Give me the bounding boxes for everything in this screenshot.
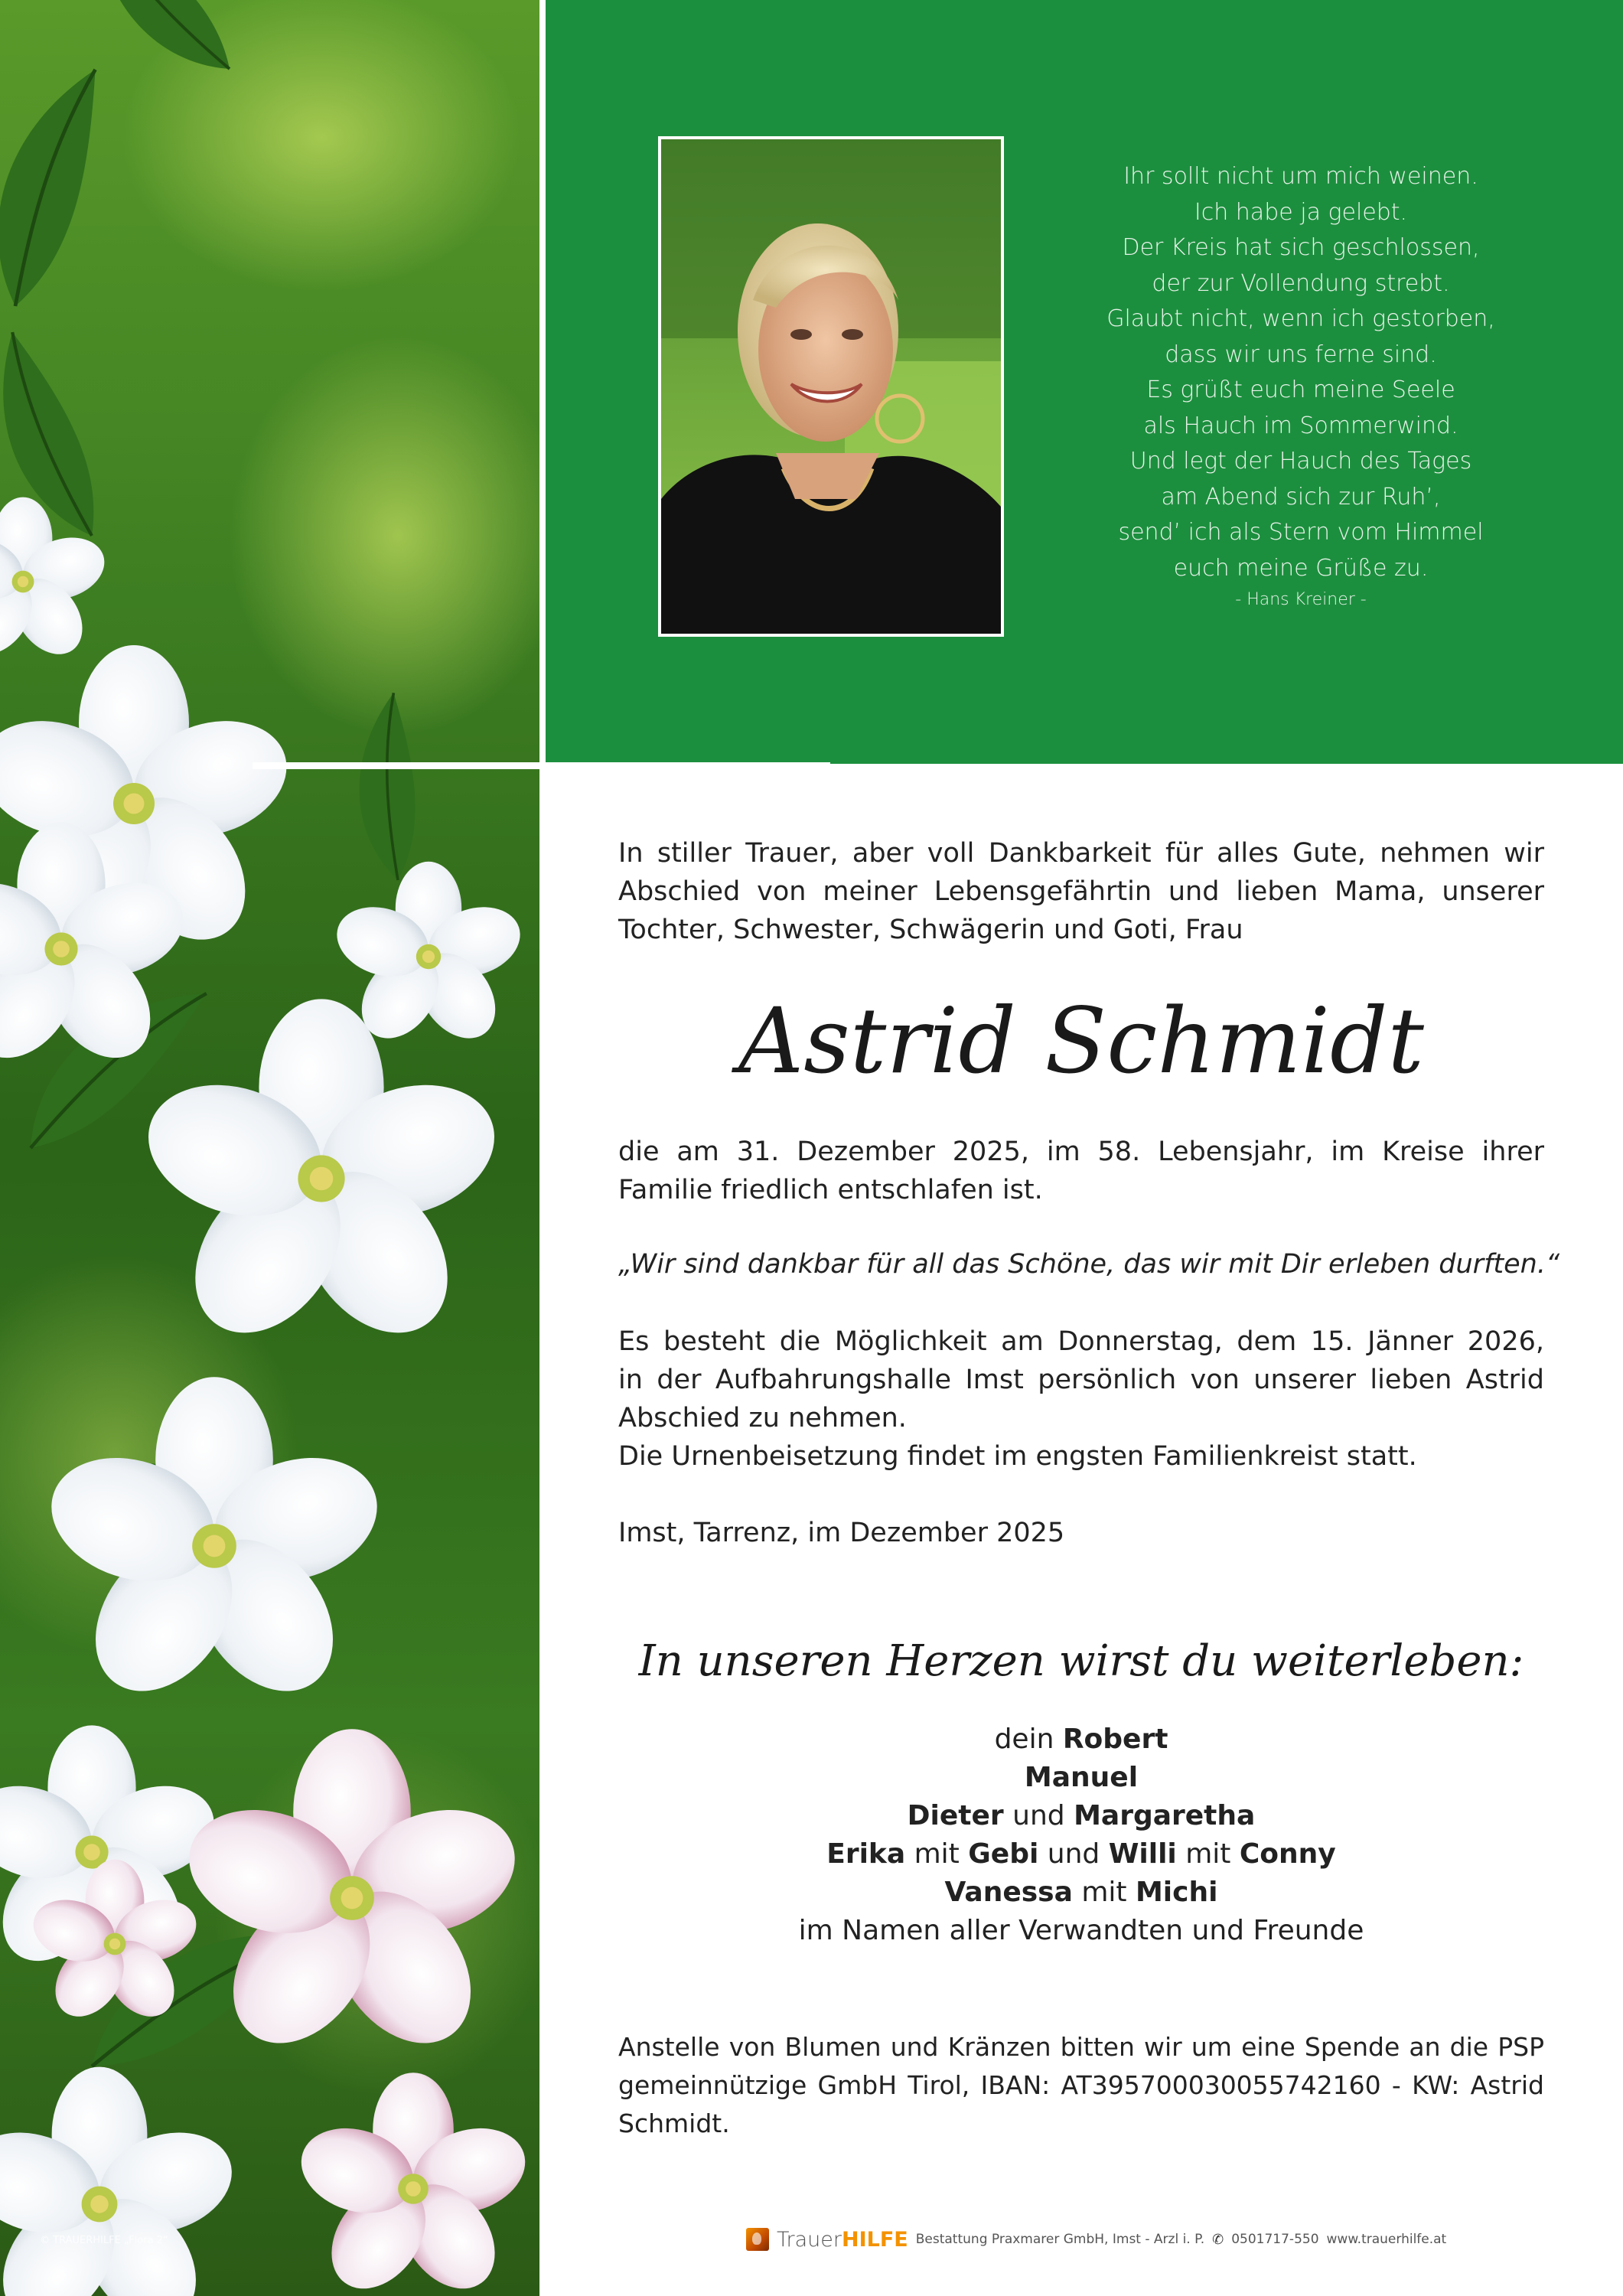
mourner-connector: mit <box>1176 1838 1240 1870</box>
mourner-name: Manuel <box>1024 1762 1139 1793</box>
mourners-list <box>618 1720 1544 1950</box>
memorial-poem <box>1056 159 1546 614</box>
mourner-name: Gebi <box>968 1838 1039 1870</box>
farewell-line: in der Aufbahrungshalle Imst persönlich von unserer lieben Astrid <box>618 1365 1544 1395</box>
mourner-connector: dein <box>994 1724 1063 1755</box>
donation-request: Anstelle von Blumen und Kränzen bitten wir um eine Spende an die PSP gemeinnützige GmbH Tirol, IBAN: AT395700030055742160 - KW: Astrid Schmidt. <box>618 2032 1544 2138</box>
brand-name-accent: HILFE <box>842 2227 908 2252</box>
farewell-line: Abschied zu nehmen. <box>618 1403 907 1433</box>
company-name: Bestattung Praxmarer GmbH, Imst - Arzl i. P. <box>915 2232 1205 2247</box>
portrait-photo <box>661 139 1001 634</box>
footer-branding <box>746 2226 1446 2253</box>
poem-line: Ich habe ja gelebt. <box>1194 198 1408 226</box>
place-and-date: Imst, Tarrenz, im Dezember 2025 <box>618 1518 1065 1548</box>
poem-line: Glaubt nicht, wenn ich gestorben, <box>1106 305 1495 332</box>
mourner-row <box>618 1759 1544 1797</box>
mourner-name: Willi <box>1108 1838 1177 1870</box>
poem-line: send’ ich als Stern vom Himmel <box>1118 519 1484 546</box>
poem-line: Ihr sollt nicht um mich weinen. <box>1123 163 1478 190</box>
brand-name-part: Trauer <box>777 2227 842 2252</box>
poem-line: als Hauch im Sommerwind. <box>1143 412 1458 439</box>
mourner-name: Dieter <box>907 1800 1004 1831</box>
mourner-connector: und <box>1038 1838 1109 1870</box>
mourner-name: Conny <box>1239 1838 1336 1870</box>
portrait-frame <box>658 136 1004 637</box>
phone-number: 0501717-550 <box>1231 2232 1319 2247</box>
mourner-row <box>618 1874 1544 1912</box>
mourner-connector: und <box>1003 1800 1074 1831</box>
poem-line: euch meine Grüße zu. <box>1173 554 1429 582</box>
mourner-connector: mit <box>905 1838 969 1870</box>
cross-vertical-bar <box>539 386 546 1887</box>
poem-line: am Abend sich zur Ruh’, <box>1161 483 1441 510</box>
poem-line: Der Kreis hat sich geschlossen, <box>1122 234 1480 261</box>
mourner-name: Vanessa <box>944 1877 1073 1908</box>
mourner-name: Michi <box>1135 1877 1218 1908</box>
notice-farewell <box>618 1322 1544 1476</box>
motto-heading: In unseren Herzen wirst du weiterleben: <box>638 1636 1524 1686</box>
image-credit: © TRAUERHILFE „Flora 2“ <box>40 2235 168 2246</box>
mourner-name: Margaretha <box>1074 1800 1256 1831</box>
poem-line: Und legt der Hauch des Tages <box>1129 448 1472 475</box>
floral-image-panel <box>0 0 539 2296</box>
mourner-row <box>618 1797 1544 1835</box>
farewell-line: Die Urnenbeisetzung findet im engsten Familienkreist statt. <box>618 1441 1417 1472</box>
farewell-line: Es besteht die Möglichkeit am Donnerstag, dem 15. Jänner 2026, <box>618 1326 1544 1357</box>
poem-line: der zur Vollendung strebt. <box>1152 269 1450 297</box>
mourner-row <box>618 1835 1544 1874</box>
phone-icon: ✆ <box>1212 2231 1224 2248</box>
poem-line: Es grüßt euch meine Seele <box>1146 377 1455 403</box>
cross-horizontal-bar <box>253 762 830 769</box>
mourner-connector: mit <box>1072 1877 1136 1908</box>
notice-death-date: die am 31. Dezember 2025, im 58. Lebensjahr, im Kreise ihrer Familie friedlich entschlafen ist. <box>618 1137 1544 1205</box>
brand-name <box>777 2228 908 2252</box>
trauerhilfe-logo-icon <box>746 2228 769 2251</box>
website-link[interactable]: www.trauerhilfe.at <box>1326 2232 1447 2247</box>
apple-blossom-image <box>0 0 539 2296</box>
poem-line: dass wir uns ferne sind. <box>1165 341 1437 368</box>
deceased-name: Astrid Schmidt <box>738 988 1424 1094</box>
notice-quote: „Wir sind dankbar für all das Schöne, das wir mit Dir erleben durften.“ <box>618 1249 1560 1280</box>
mourner-name: Erika <box>826 1838 906 1870</box>
mourner-name: Robert <box>1062 1724 1168 1755</box>
poem-author: - Hans Kreiner - <box>1235 590 1367 609</box>
mourner-row: im Namen aller Verwandten und Freunde <box>798 1915 1364 1946</box>
mourner-row <box>618 1720 1544 1759</box>
notice-intro: In stiller Trauer, aber voll Dankbarkeit für alles Gute, nehmen wir Abschied von meiner Lebensgefährtin und lieben Mama, unserer Tochter, Schwester, Schwägerin und Goti, Frau <box>618 838 1544 945</box>
